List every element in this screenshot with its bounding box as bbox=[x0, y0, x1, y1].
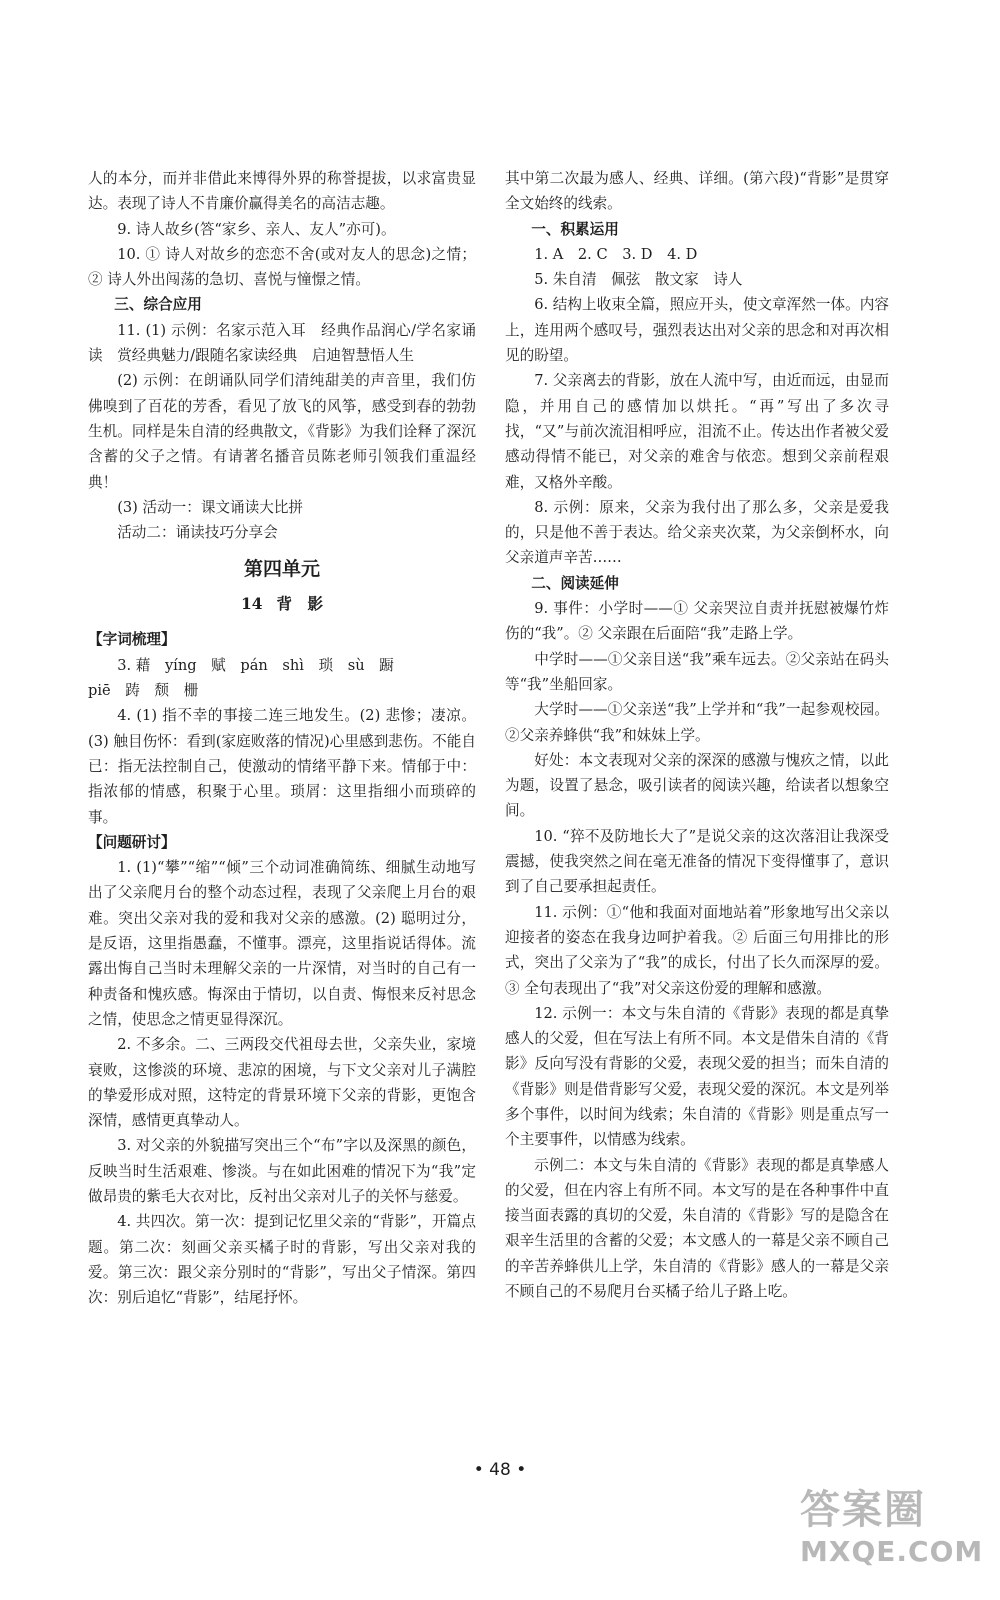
answer-8: 8. 示例：原来，父亲为我付出了那么多，父亲是爱我的，只是他不善于表达。给父亲夹次菜，为父亲倒杯水，向父亲道声辛苦…… bbox=[505, 498, 889, 567]
section-heading-comprehensive: 三、综合应用 bbox=[114, 296, 202, 314]
discussion-3: 3. 对父亲的外貌描写突出三个“布”字以及深黑的颜色，反映当时生活艰难、惨淡。与在如此困难的情况下为“我”定做昂贵的紫毛大衣对比，反衬出父亲对儿子的关怀与慈爱。 bbox=[88, 1137, 476, 1205]
answer-7: 7. 父亲离去的背影，放在人流中写，由近而远，由显而隐，并用自己的感情加以烘托。“再”写出了多次寻找，“又”与前次流泪相呼应，泪流不止。传达出作者被父爱感动得情不能已，对父亲的难舍与依恋。想到父亲前程艰难，又格外辛酸。 bbox=[505, 372, 889, 491]
answer-11-1: 11. (1) 示例：名家示范入耳 经典作品润心/学名家诵读 赏经典魅力/跟随名家读经典 启迪智慧悟人生 bbox=[88, 321, 476, 365]
left-column bbox=[88, 166, 476, 1310]
lesson-title bbox=[88, 591, 476, 617]
answer-4: 4. (1) 指不幸的事接二连三地发生。(2) 悲惨；凄凉。(3) 触目伤怀：看到(家庭败落的情况)心里感到悲伤。不能自已：指无法控制自己，使激动的情绪平静下来。情郁于中：指浓郁的情感，积聚于心里。琐屑：这里指细小而琐碎的事。 bbox=[88, 707, 476, 826]
answer-12-example1: 12. 示例一：本文与朱自清的《背影》表现的都是真挚感人的父爱，但在写法上有所不同。本文是借朱自清的《背影》反向写没有背影的父爱，表现父爱的担当；而朱自清的《背影》则是借背影写父爱，表现父爱的深沉。本文是列举多个事件，以时间为线索；朱自清的《背影》则是重点写一个主要事件，以情感为线索。 bbox=[505, 1004, 889, 1149]
answer-3-cont: piē 踌 颓 栅 bbox=[88, 682, 199, 700]
answer-9-benefit: 好处：本文表现对父亲的深深的感激与愧疚之情，以此为题，设置了悬念，吸引读者的阅读兴趣，给读者以想象空间。 bbox=[505, 751, 889, 820]
discussion-1: 1. (1)“攀”“缩”“倾”三个动词准确简练、细腻生动地写出了父亲爬月台的整个动态过程，表现了父亲爬上月台的艰难。突出父亲对我的爱和我对父亲的感激。(2) 聪明过分，是反语，这里指愚蠢，不懂事。漂亮，这里指说话得体。流露出悔自己当时未理解父亲的一片深情，对当时的自己有一种责备和愧疚感。悔深由于情切，以自责、悔恨来反衬思念之情，使思念之情更显得深沉。 bbox=[88, 859, 476, 1028]
answer-9-university: 大学时——①父亲送“我”上学并和“我”一起参观校园。②父亲养蜂供“我”和妹妹上学。 bbox=[505, 701, 889, 744]
paragraph: 人的本分，而并非借此来博得外界的称誉提拔，以求富贵显达。表现了诗人不肯廉价赢得美名的高洁志趣。 bbox=[88, 170, 476, 213]
answer-5: 5. 朱自清 佩弦 散文家 诗人 bbox=[534, 271, 743, 289]
watermark-bottom-text: MXQE.COM bbox=[800, 1535, 984, 1568]
answer-10: 10. ① 诗人对故乡的恋恋不舍(或对友人的思念)之情；② 诗人外出闯荡的急切、喜悦与憧憬之情。 bbox=[88, 245, 476, 289]
answer-3: 3. 藉 yíng 赋 pán shì 琐 sù 蹰 bbox=[117, 656, 394, 674]
discussion-2: 2. 不多余。二、三两段交代祖母去世，父亲失业，家境衰败，这惨淡的环境、悲凉的困境，与下文父亲对儿子满腔的挚爱形成对照，这特定的背景环境下父亲的背影，更饱含深情，感情更真挚动人。 bbox=[88, 1036, 476, 1130]
answer-6: 6. 结构上收束全篇，照应开头，使文章浑然一体。内容上，连用两个感叹号，强烈表达出对父亲的思念和对再次相见的盼望。 bbox=[505, 296, 889, 365]
paragraph: 其中第二次最为感人、经典、详细。(第六段)“背影”是贯穿全文始终的线索。 bbox=[505, 170, 889, 213]
answer-10: 10. “猝不及防地长大了”是说父亲的这次落泪让我深受震撼，使我突然之间在毫无准备的情况下变得懂事了，意识到了自己要承担起责任。 bbox=[505, 827, 889, 896]
right-column bbox=[505, 166, 889, 1304]
section-heading-reading: 二、阅读延伸 bbox=[531, 574, 619, 592]
unit-title: 第四单元 bbox=[243, 558, 320, 581]
answer-11: 11. 示例：①“他和我面对面地站着”形象地写出父亲以迎接者的姿态在我身边呵护着我。② 后面三句用排比的形式，突出了父亲为了“我”的成长，付出了长久而深厚的爱。③ 全句表现出了“我”对父亲这份爱的理解和感激。 bbox=[505, 903, 889, 997]
answer-1-4: 1. A 2. C 3. D 4. D bbox=[534, 245, 698, 263]
discussion-4: 4. 共四次。第一次：提到记忆里父亲的“背影”，开篇点题。第二次：刻画父亲买橘子时的背影，写出父亲对我的爱。第三次：跟父亲分别时的“背影”，写出父子情深。第四次：别后追忆“背影”，结尾抒怀。 bbox=[88, 1213, 476, 1307]
answer-11-3-activity2: 活动二：诵读技巧分享会 bbox=[117, 524, 278, 542]
lesson-name: 背 影 bbox=[276, 594, 324, 614]
section-heading-accumulation: 一、积累运用 bbox=[531, 220, 619, 238]
answer-9: 9. 事件：小学时——① 父亲哭泣自责并抚慰被爆竹炸伤的“我”。② 父亲跟在后面陪“我”走路上学。 bbox=[505, 600, 889, 643]
answer-9-middle-school: 中学时——①父亲目送“我”乘车远去。②父亲站在码头等“我”坐船回家。 bbox=[505, 650, 889, 693]
watermark-top-text: 答案圈 bbox=[800, 1487, 926, 1533]
lesson-number: 14 bbox=[240, 594, 263, 614]
answer-11-3: (3) 活动一：课文诵读大比拼 bbox=[117, 498, 304, 516]
watermark-logo bbox=[800, 1486, 985, 1586]
block-heading-vocabulary: 【字词梳理】 bbox=[88, 631, 176, 649]
block-heading-discussion: 【问题研讨】 bbox=[88, 833, 176, 851]
page-number: • 48 • bbox=[473, 1460, 527, 1480]
answer-11-2: (2) 示例：在朗诵队同学们清纯甜美的声音里，我们仿佛嗅到了百花的芳香，看见了放飞的风筝，感受到春的勃勃生机。同样是朱自清的经典散文，《背影》为我们诠释了深沉含蓄的父子之情。有请著名播音员陈老师引领我们重温经典！ bbox=[88, 372, 476, 491]
answer-12-example2: 示例二：本文与朱自清的《背影》表现的都是真挚感人的父爱，但在内容上有所不同。本文写的是在各种事件中直接当面表露的真切的父爱，朱自清的《背影》写的是隐含在艰辛生活里的含蓄的父爱；本文感人的一幕是父亲不顾自己的辛苦养蜂供儿上学，朱自清的《背影》感人的一幕是父亲不顾自己的不易爬月台买橘子给儿子路上吃。 bbox=[505, 1156, 889, 1301]
answer-9: 9. 诗人故乡(答“家乡、亲人、友人”亦可)。 bbox=[117, 220, 396, 238]
